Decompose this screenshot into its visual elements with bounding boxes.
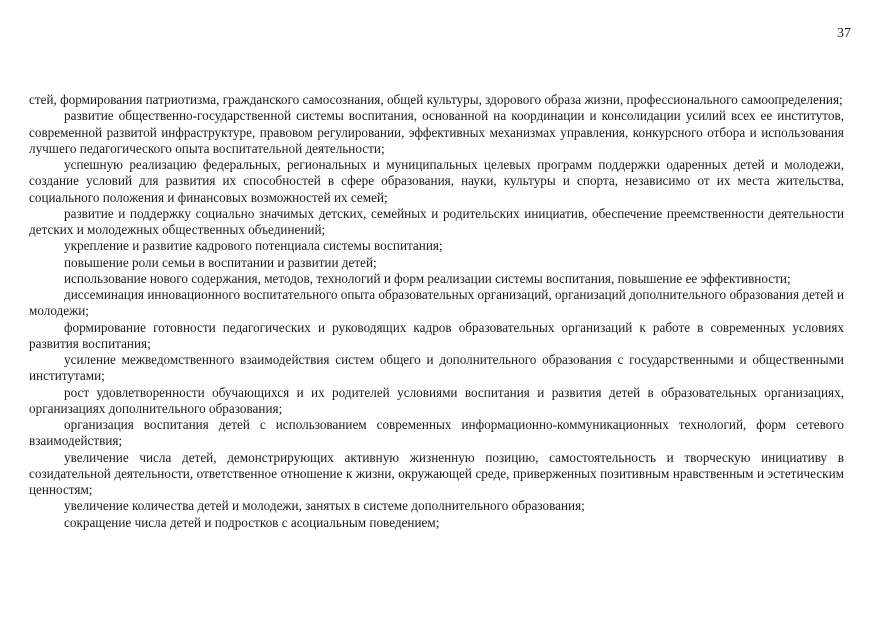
paragraph: формирование готовности педагогических и руководящих кадров образовательных организаций к работе в современных условиях развития воспитания; <box>29 319 844 351</box>
paragraph: диссеминация инновационного воспитательного опыта образовательных организаций, организаций дополнительного образования детей и молодежи; <box>29 287 844 319</box>
paragraph: повышение роли семьи в воспитании и развитии детей; <box>64 254 377 270</box>
page-number: 37 <box>837 26 851 41</box>
paragraph: развитие и поддержку социально значимых детских, семейных и родительских инициатив, обеспечение преемственности деятельности детских и молодежных общественных объединений; <box>29 205 844 237</box>
paragraph: развитие общественно-государственной системы воспитания, основанной на координации и консолидации усилий всех ее институтов, современной развитой инфраструктуре, правовом регулировании, эффективных механизмах управления, конкурсного отбора и использования лучшего педагогического опыта воспитательной деятельности; <box>29 108 844 156</box>
paragraph: рост удовлетворенности обучающихся и их родителей условиями воспитания и развития детей в образовательных организациях, организациях дополнительного образования; <box>29 384 844 416</box>
paragraph: успешную реализацию федеральных, региональных и муниципальных целевых программ поддержки одаренных детей и молодежи, создание условий для развития их способностей в сфере образования, науки, культуры и спорта, независимо от их места жительства, социального положения и финансовых возможностей их семей; <box>29 157 844 205</box>
paragraph: усиление межведомственного взаимодействия систем общего и дополнительного образования с государственными и общественными институтами; <box>29 352 844 384</box>
paragraph: использование нового содержания, методов, технологий и форм реализации системы воспитания, повышение ее эффективности; <box>64 270 791 286</box>
body-text <box>29 92 844 531</box>
paragraph: сокращение числа детей и подростков с асоциальным поведением; <box>64 514 440 530</box>
paragraph: увеличение числа детей, демонстрирующих активную жизненную позицию, самостоятельность и творческую инициативу в созидательной деятельности, ответственное отношение к жизни, окружающей среде, приверженных позитивным нравственным и эстетическим ценностям; <box>29 449 844 497</box>
paragraph: организация воспитания детей с использованием современных информационно-коммуникационных технологий, форм сетевого взаимодействия; <box>29 417 844 449</box>
paragraph: укрепление и развитие кадрового потенциала системы воспитания; <box>64 238 443 254</box>
paragraph: увеличение количества детей и молодежи, занятых в системе дополнительного образования; <box>64 498 585 514</box>
paragraph: стей, формирования патриотизма, гражданского самосознания, общей культуры, здорового образа жизни, профессионального самоопределения; <box>29 92 843 107</box>
